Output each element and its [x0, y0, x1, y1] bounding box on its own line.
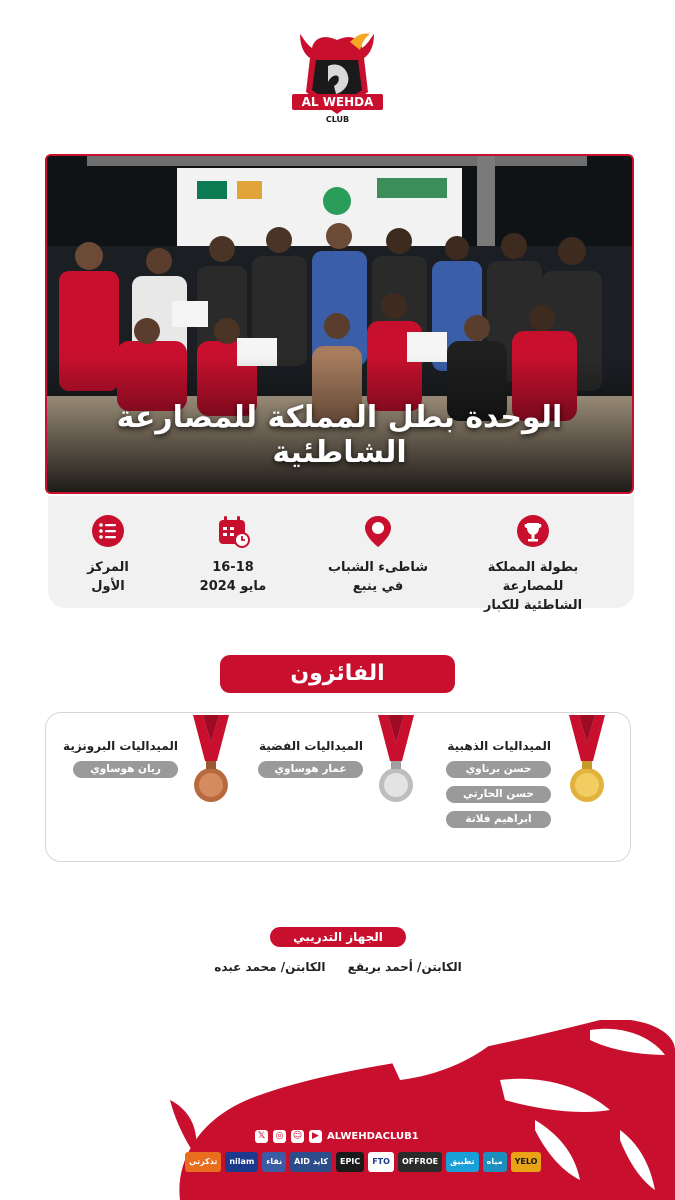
- medals-card: [45, 712, 631, 862]
- gold-winner-3: ابراهيم فلاتة: [446, 811, 551, 828]
- info-date-line2: مايو 2024: [199, 579, 267, 594]
- trophy-icon: [516, 514, 550, 548]
- info-location-line1: شاطىء الشباب: [327, 560, 429, 575]
- list-icon: [91, 514, 125, 548]
- coaching-staff-title: الجهاز التدريبي: [270, 927, 406, 947]
- gold-medals-group: [441, 739, 551, 828]
- info-date-line1: 16-18: [212, 560, 254, 575]
- silver-medal-icon: [376, 713, 416, 808]
- sponsor-2: مياه: [483, 1152, 507, 1172]
- silver-winner-1: عمار هوساوي: [258, 761, 363, 778]
- sponsor-yelo: YELO: [511, 1152, 542, 1172]
- coaching-staff-names: [200, 960, 476, 974]
- info-location-line2: في ينبع: [352, 579, 404, 594]
- calendar-icon: [216, 514, 250, 548]
- gold-medals-heading: الميداليات الذهبية: [447, 739, 551, 753]
- bronze-medals-heading: الميداليات البرونزية: [63, 739, 178, 753]
- coach-2: الكابتن/ محمد عبده: [214, 960, 326, 974]
- social-handles: [255, 1128, 419, 1144]
- winners-title: الفائزون: [220, 655, 455, 693]
- bronze-winner-1: ريان هوساوي: [73, 761, 178, 778]
- sponsor-5: FTO: [368, 1152, 394, 1172]
- info-rank-line1: المركز: [87, 560, 129, 575]
- gold-medal-icon: [567, 713, 607, 808]
- gold-winner-2: حسن الحارثي: [446, 786, 551, 803]
- club-logo-text: AL WEHDA: [301, 95, 374, 109]
- sponsors-row: [185, 1152, 541, 1172]
- coach-1: الكابتن/ أحمد بريقع: [347, 960, 462, 974]
- sponsor-7: AID كايد: [290, 1152, 332, 1172]
- location-pin-icon: [361, 514, 395, 548]
- info-championship-line2: الشاطئية للكبار: [483, 598, 583, 613]
- gold-winner-1: حسن برناوي: [446, 761, 551, 778]
- info-championship: [463, 514, 603, 615]
- sponsor-6: EPIC: [336, 1152, 364, 1172]
- info-rank-line2: الأول: [91, 579, 125, 594]
- sponsor-9: nilam: [225, 1152, 258, 1172]
- bronze-medals-group: [63, 739, 178, 778]
- sponsor-8: نقاء: [262, 1152, 286, 1172]
- bronze-medal-icon: [191, 713, 231, 808]
- info-date: [163, 514, 303, 596]
- hero-title: الوحدة بطل المملكة للمصارعة الشاطئية: [116, 400, 563, 470]
- sponsor-4: OFFROE: [398, 1152, 442, 1172]
- youtube-icon[interactable]: ▶: [309, 1130, 322, 1143]
- info-location: [308, 514, 448, 596]
- silver-medals-group: [253, 739, 363, 778]
- instagram-icon[interactable]: ◎: [273, 1130, 286, 1143]
- sponsor-10: تذكرتي: [185, 1152, 221, 1172]
- silver-medals-heading: الميداليات الفضية: [258, 739, 363, 753]
- snapchat-icon[interactable]: ☺: [292, 1130, 303, 1141]
- sponsor-3: تطبيق: [446, 1152, 479, 1172]
- event-info-card: [48, 496, 634, 613]
- hero-photo: [45, 154, 634, 494]
- info-championship-line1: بطولة المملكة للمصارعة: [487, 560, 579, 594]
- club-logo-subtext: CLUB: [325, 115, 350, 124]
- club-logo: [290, 32, 385, 132]
- info-rank: [38, 514, 178, 596]
- footer-decoration: [0, 1020, 675, 1200]
- social-handle-text[interactable]: ALWEHDACLUB1: [327, 1130, 419, 1142]
- x-icon[interactable]: 𝕏: [255, 1130, 268, 1143]
